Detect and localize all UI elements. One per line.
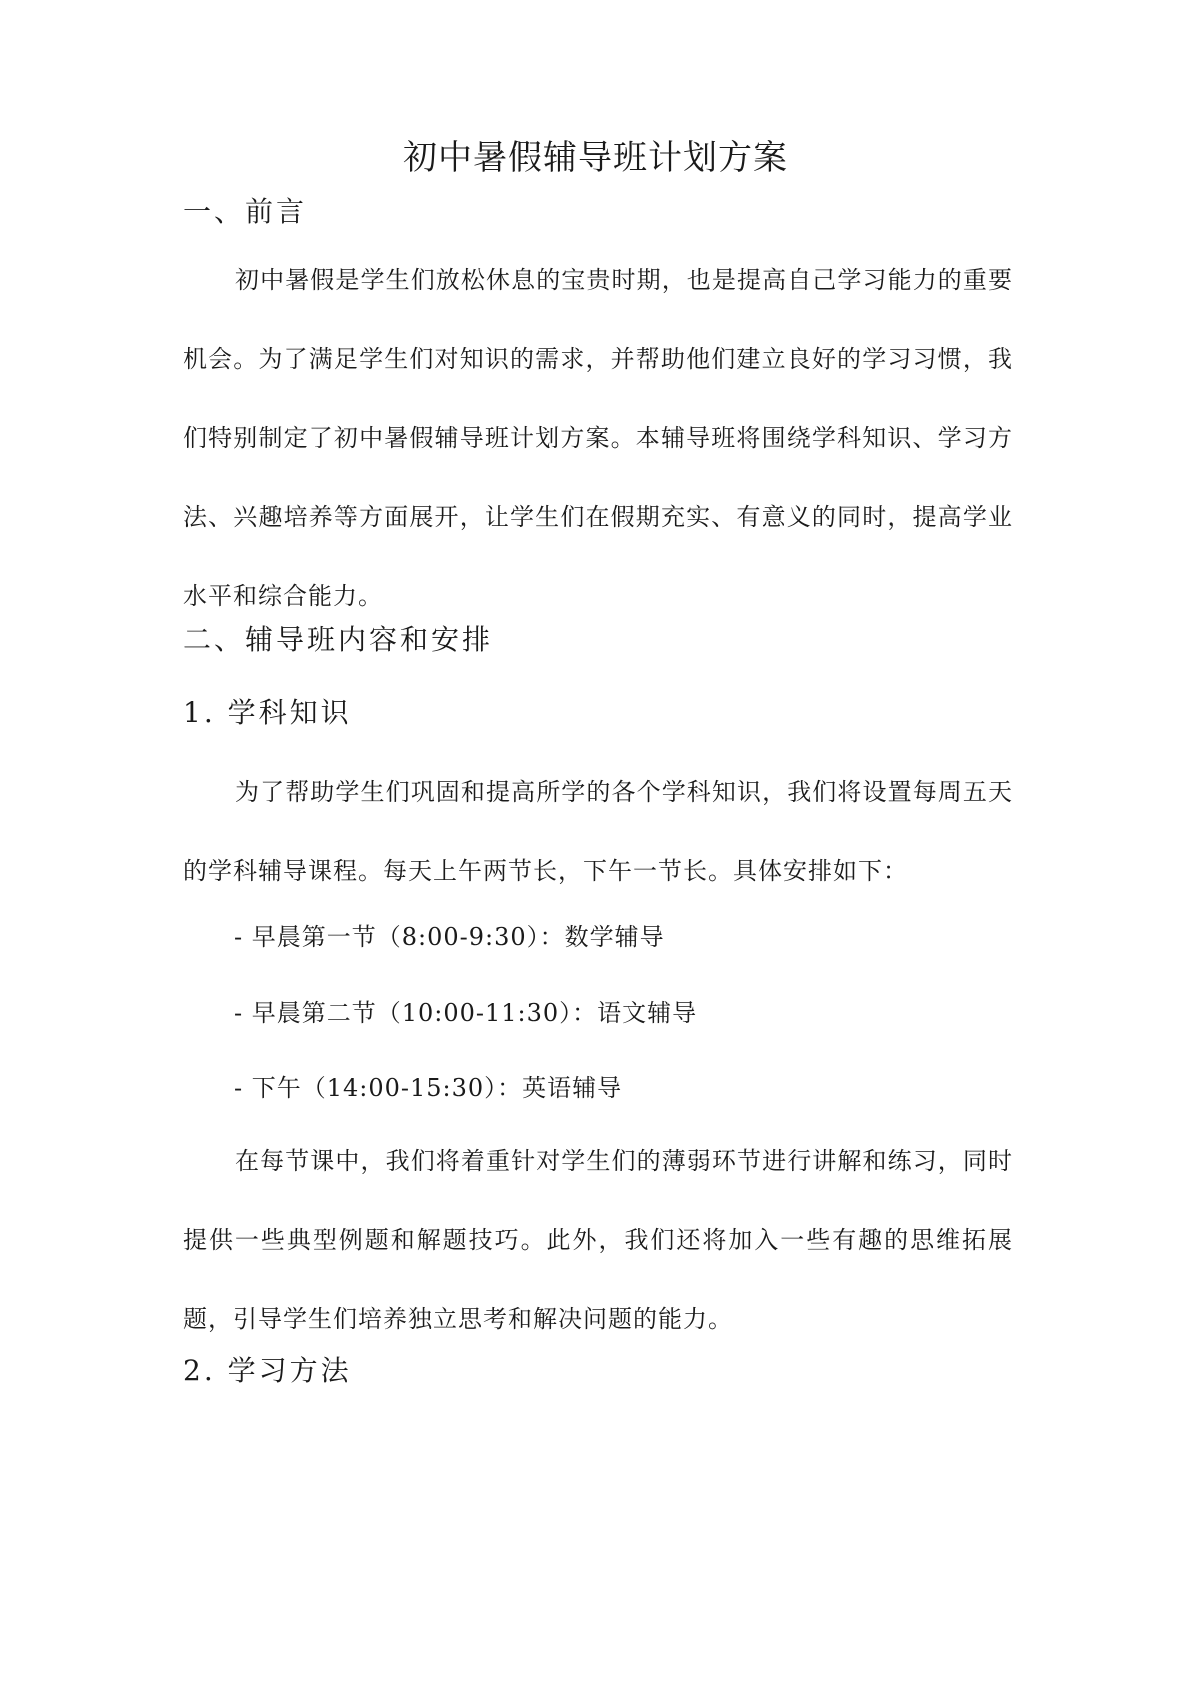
- document-title: 初中暑假辅导班计划方案: [403, 138, 788, 178]
- schedule-item: - 早晨第一节（8:00-9:30）：数学辅导: [234, 923, 665, 951]
- subsection-heading-subjects: 1. 学科知识: [183, 696, 352, 729]
- schedule-item: - 下午（14:00-15:30）：英语辅导: [234, 1074, 623, 1102]
- teaching-paragraph: 在每节课中，我们将着重针对学生们的薄弱环节进行讲解和练习，同时提供一些典型例题和解题技巧。此外，我们还将加入一些有趣的思维拓展题，引导学生们培养独立思考和解决问题的能力。: [183, 1147, 1013, 1333]
- schedule-item: - 早晨第二节（10:00-11:30）：语文辅导: [234, 999, 698, 1027]
- subjects-paragraph: 为了帮助学生们巩固和提高所学的各个学科知识，我们将设置每周五天的学科辅导课程。每天上午两节长，下午一节长。具体安排如下：: [183, 778, 1013, 885]
- section-heading-preface: 一、前言: [183, 195, 308, 228]
- subsection-heading-methods: 2. 学习方法: [183, 1354, 352, 1387]
- section-heading-content: 二、辅导班内容和安排: [183, 623, 494, 656]
- preface-paragraph: 初中暑假是学生们放松休息的宝贵时期，也是提高自己学习能力的重要机会。为了满足学生们对知识的需求，并帮助他们建立良好的学习习惯，我们特别制定了初中暑假辅导班计划方案。本辅导班将围绕学科知识、学习方法、兴趣培养等方面展开，让学生们在假期充实、有意义的同时，提高学业水平和综合能力。: [183, 266, 1013, 610]
